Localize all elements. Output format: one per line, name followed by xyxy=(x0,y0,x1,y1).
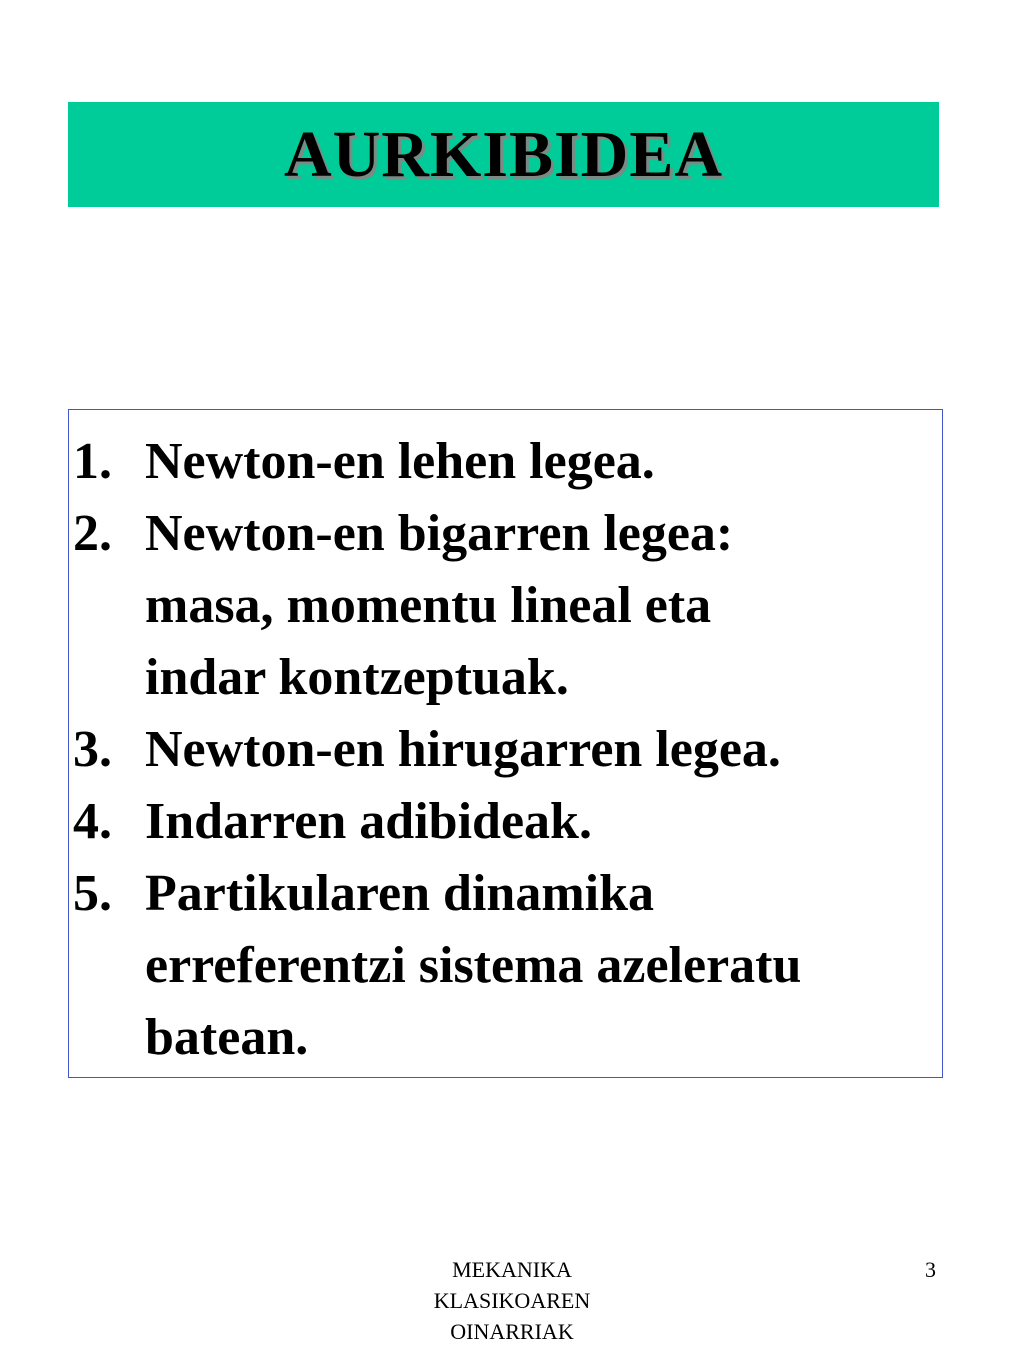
toc-item-text: Newton-en lehen legea. xyxy=(145,433,655,490)
footer-course-title: MEKANIKA KLASIKOAREN OINARRIAK xyxy=(433,1257,591,1344)
table-of-contents-box xyxy=(68,409,943,1078)
toc-item-3 xyxy=(73,714,932,786)
page-number: 3 xyxy=(925,1257,936,1282)
toc-item-number: 4. xyxy=(73,793,112,850)
toc-item-number: 1. xyxy=(73,433,112,490)
toc-item-text: Partikularen dinamika erreferentzi sistema azeleratu batean. xyxy=(145,865,802,1066)
toc-item-number: 2. xyxy=(73,505,112,562)
toc-item-text: Newton-en bigarren legea: masa, momentu lineal eta indar kontzeptuak. xyxy=(145,505,734,706)
toc-item-text: Indarren adibideak. xyxy=(145,793,592,850)
toc-item-number: 5. xyxy=(73,865,112,922)
slide-title: AURKIBIDEA xyxy=(283,117,724,191)
toc-item-number: 3. xyxy=(73,721,112,778)
toc-item-4 xyxy=(73,786,932,858)
toc-item-2 xyxy=(73,498,932,714)
table-of-contents-list xyxy=(73,426,932,1074)
toc-item-1 xyxy=(73,426,932,498)
toc-item-text: Newton-en hirugarren legea. xyxy=(145,721,781,778)
title-banner xyxy=(68,102,939,207)
toc-item-5 xyxy=(73,858,932,1074)
